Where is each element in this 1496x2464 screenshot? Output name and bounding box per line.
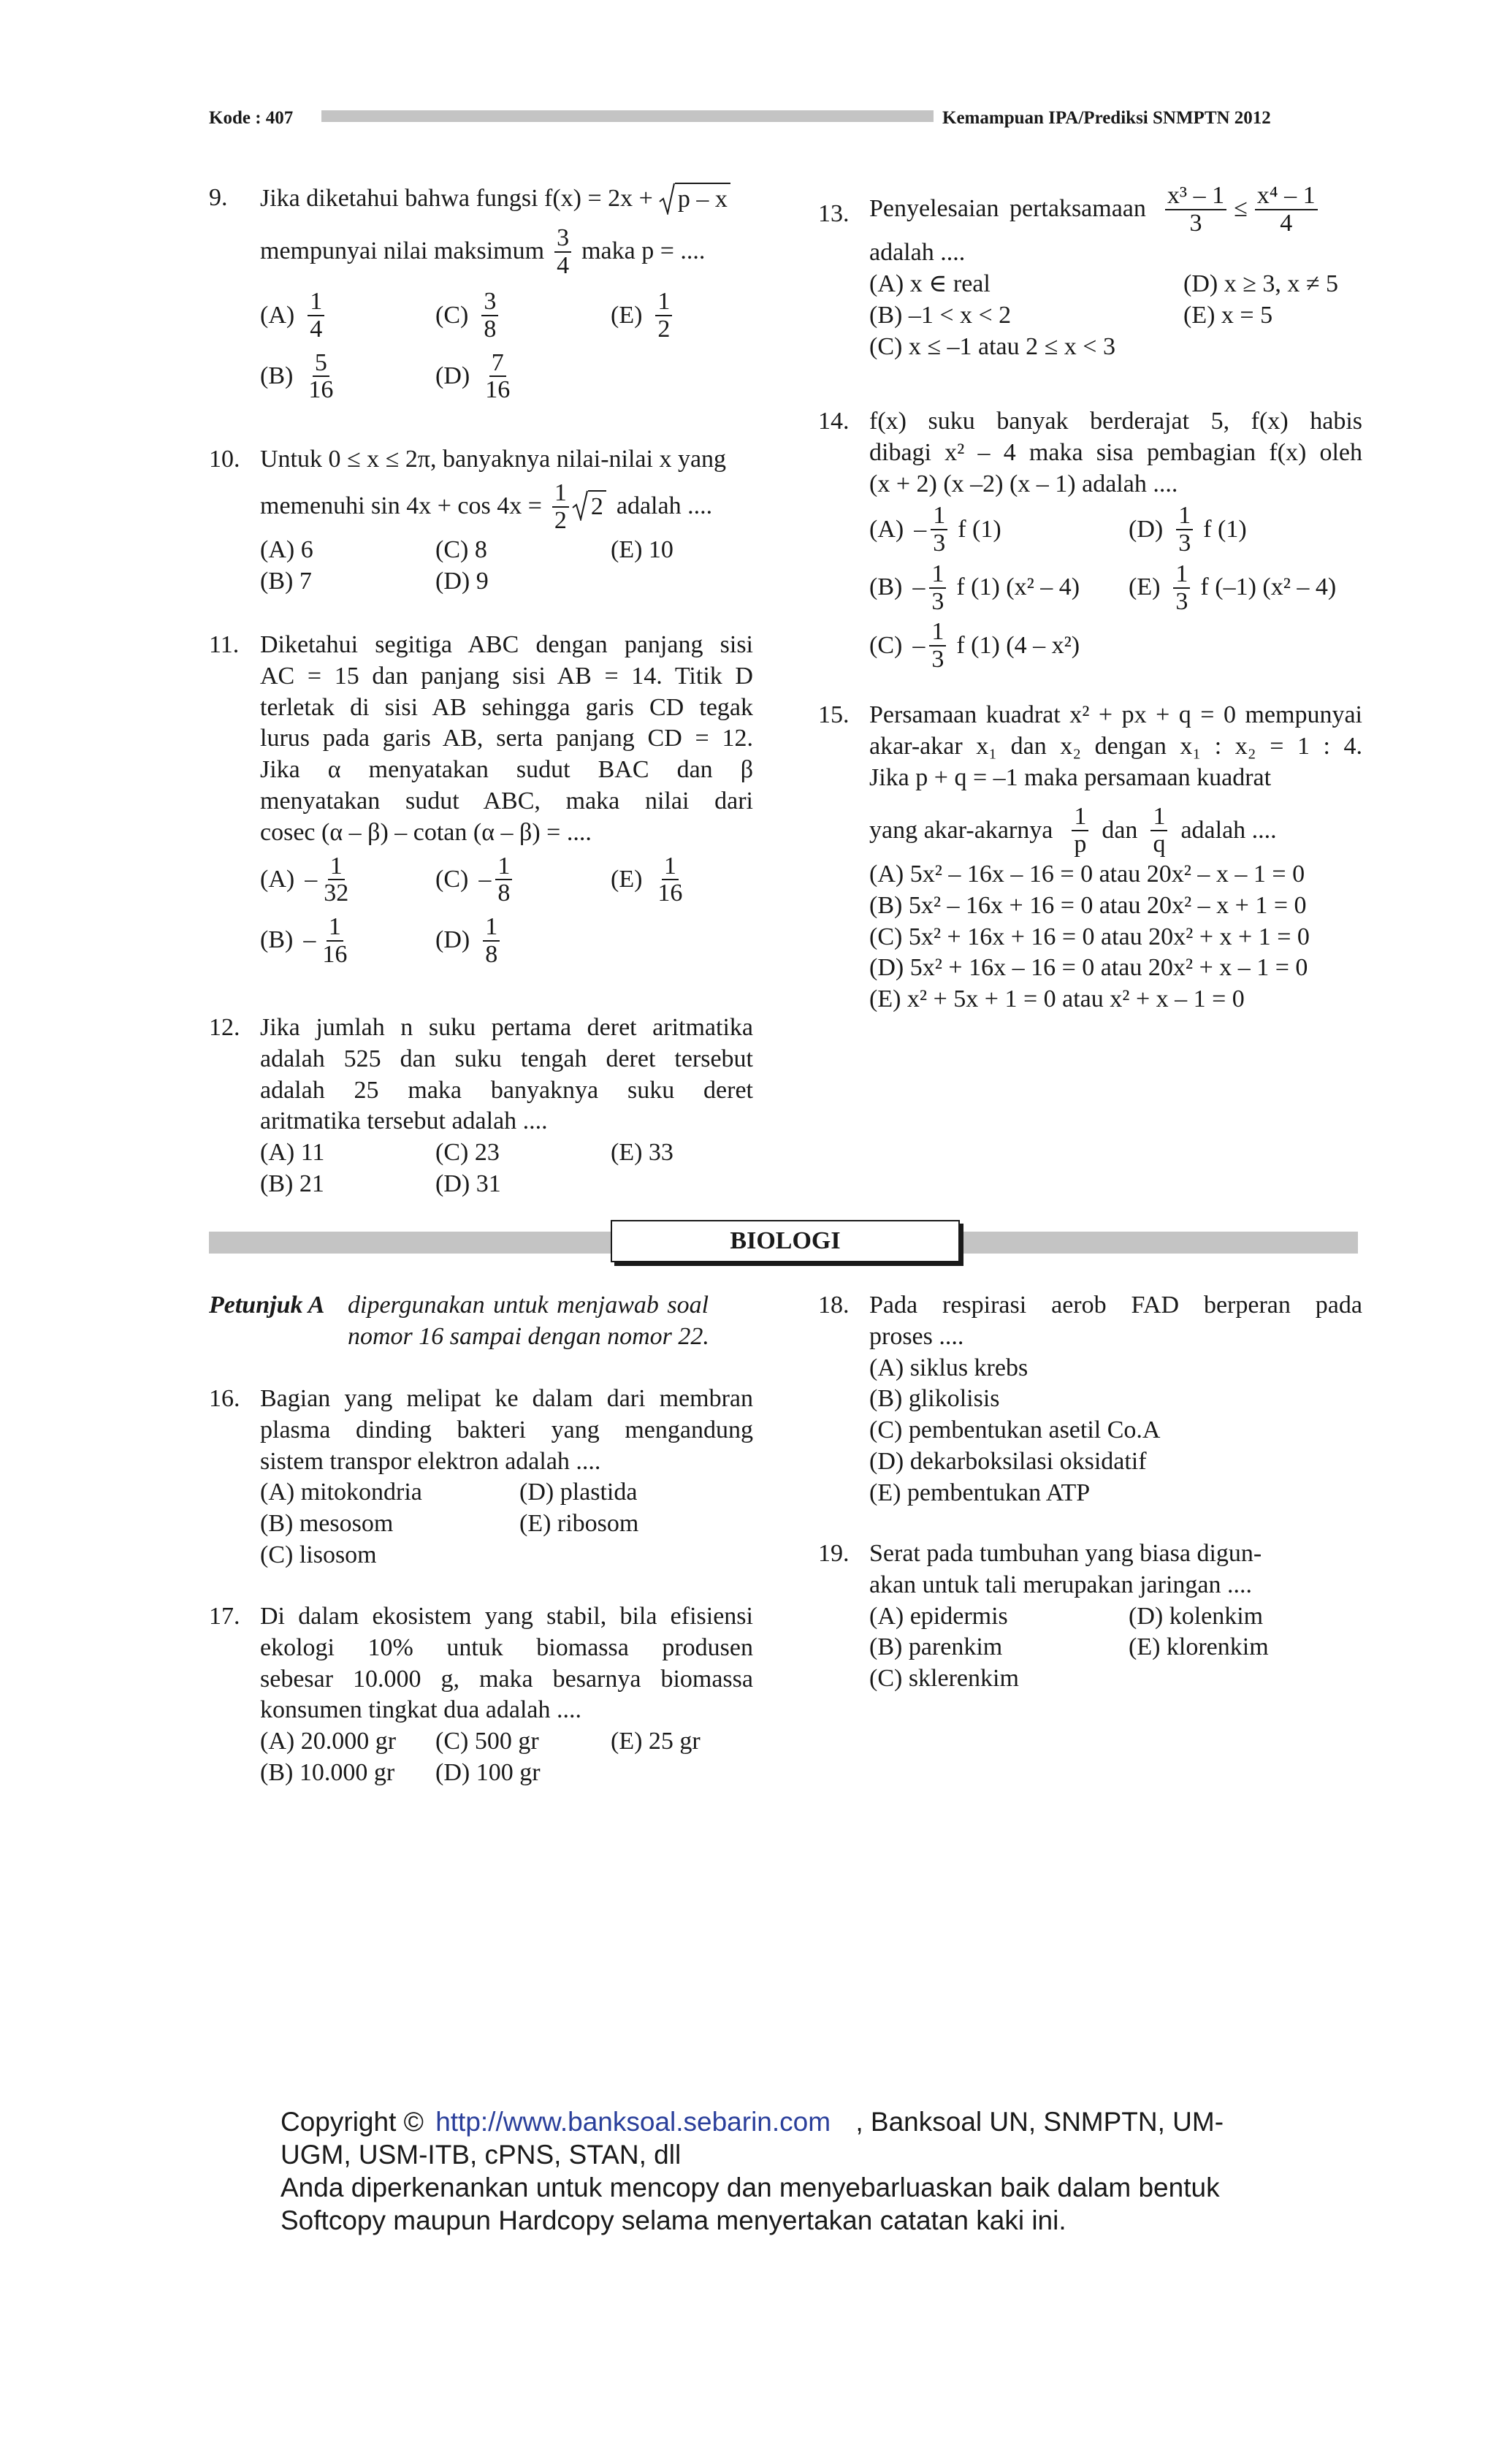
footer-notice <box>280 2105 1362 2238</box>
option-b: (B) $\frac{5}{16}$ <box>260 348 334 404</box>
question-line: lurus pada garis AB, serta panjang CD = 12. <box>260 725 753 752</box>
option-a: (A) x ∈ real <box>869 270 991 298</box>
question-line: Persamaan kuadrat x² + px + q = 0 mempunyai <box>869 701 1362 728</box>
option-a: (A) mitokondria <box>260 1479 422 1506</box>
question-15 <box>818 700 1362 1015</box>
question-line: akar-akar x₁ dan x₂ dengan x₁ : x₂ = 1 : 4. <box>869 732 1362 760</box>
question-line: (x + 2) (x –2) (x – 1) adalah .... <box>869 470 1178 497</box>
option-d: (D) x ≥ 3, x ≠ 5 <box>1183 270 1339 298</box>
question-text: Untuk 0 ≤ x ≤ 2π, banyaknya nilai-nilai x yang <box>260 446 727 473</box>
question-14 <box>818 406 1362 673</box>
option-b: (B) 5x² – 16x + 16 = 0 atau 20x² – x + 1 = 0 <box>869 891 1307 919</box>
option-d: (D) 31 <box>435 1170 501 1198</box>
question-17 <box>209 1601 753 1789</box>
question-line: Jika jumlah n suku pertama deret aritmatika <box>260 1014 753 1041</box>
question-line: Jika α menyatakan sudut BAC dan β <box>260 756 753 784</box>
footer-text: Anda diperkenankan untuk mencopy dan menyebarluaskan baik dalam bentuk <box>280 2173 1220 2203</box>
option-c: (C) sklerenkim <box>869 1665 1019 1693</box>
instructions-label: Petunjuk A <box>209 1292 325 1319</box>
option-a: (A) epidermis <box>869 1602 1008 1630</box>
option-d: (D) dekarboksilasi oksidatif <box>869 1448 1147 1476</box>
question-line: aritmatika tersebut adalah .... <box>260 1107 548 1135</box>
question-number: 18. <box>818 1292 850 1319</box>
option-d: (D) $\frac{1}{3}$ f (1) <box>1129 502 1247 557</box>
option-c: (C) – $\frac{1}{3}$ f (1) (4 – x²) <box>869 618 1080 673</box>
question-line: Jika p + q = –1 maka persamaan kuadrat <box>869 763 1272 791</box>
question-line: adalah 25 maka banyaknya suku deret <box>260 1076 753 1104</box>
option-e: (E) x² + 5x + 1 = 0 atau x² + x – 1 = 0 <box>869 985 1245 1013</box>
option-b: (B) – $\frac{1}{3}$ f (1) (x² – 4) <box>869 560 1080 615</box>
question-line: sistem transpor elektron adalah .... <box>260 1447 601 1475</box>
option-d: (D) plastida <box>519 1479 638 1506</box>
footer-text: UGM, USM-ITB, cPNS, STAN, dll <box>280 2140 682 2170</box>
option-e: (E) klorenkim <box>1129 1633 1269 1661</box>
option-d: (D) 5x² + 16x – 16 = 0 atau 20x² + x – 1 = 0 <box>869 954 1308 982</box>
option-d: (D) $\frac{7}{16}$ <box>435 348 511 404</box>
option-e: (E) 25 gr <box>611 1728 701 1755</box>
option-b: (B) 7 <box>260 568 312 595</box>
question-text: dan <box>1102 816 1138 844</box>
option-a: (A) 11 <box>260 1139 325 1167</box>
option-e: (E) 33 <box>611 1139 673 1167</box>
question-text: mempunyai nilai maksimum <box>260 237 545 265</box>
question-number: 10. <box>209 446 240 473</box>
fraction: $\frac{1}{2}$ <box>552 480 569 533</box>
question-text: maka p = .... <box>581 237 706 265</box>
question-text: yang akar-akarnya <box>869 816 1053 844</box>
question-text: memenuhi sin 4x + cos 4x = <box>260 492 542 520</box>
question-number: 12. <box>209 1014 240 1041</box>
question-number: 17. <box>209 1603 240 1630</box>
instructions-text: dipergunakan untuk menjawab soal <box>348 1292 709 1319</box>
exam-subject: Kemampuan IPA/Prediksi SNMPTN 2012 <box>942 108 1271 128</box>
option-a: (A) 6 <box>260 536 313 564</box>
question-13 <box>818 183 1362 363</box>
instructions-text: nomor 16 sampai dengan nomor 22. <box>348 1322 709 1350</box>
question-10 <box>209 444 753 598</box>
option-b: (B) 10.000 gr <box>260 1759 395 1787</box>
question-line: cosec (α – β) – cotan (α – β) = .... <box>260 818 592 846</box>
question-line: f(x) suku banyak berderajat 5, f(x) habis <box>869 408 1362 435</box>
option-d: (D) 9 <box>435 568 489 595</box>
option-d: (D) $\frac{1}{8}$ <box>435 914 503 967</box>
option-a: (A) 5x² – 16x – 16 = 0 atau 20x² – x – 1 = 0 <box>869 860 1305 888</box>
fraction: $\frac{1}{p}$ <box>1072 804 1088 857</box>
question-line: adalah 525 dan suku tengah deret tersebut <box>260 1045 753 1072</box>
relation: ≤ <box>1234 195 1248 223</box>
question-18 <box>818 1290 1362 1509</box>
sqrt-expression: p – x <box>659 183 730 215</box>
option-c: (C) – $\frac{1}{8}$ <box>435 853 611 907</box>
option-c: (C) x ≤ –1 atau 2 ≤ x < 3 <box>869 332 1115 360</box>
option-e: (E) $\frac{1}{2}$ <box>611 289 675 342</box>
question-number: 9. <box>209 184 228 211</box>
footer-text: , Banksoal UN, SNMPTN, UM- <box>855 2107 1224 2137</box>
question-text: Jika diketahui bahwa fungsi f(x) = 2x + <box>260 184 653 212</box>
section-title-biologi: BIOLOGI <box>611 1220 960 1262</box>
question-12 <box>209 1012 753 1200</box>
option-a: (A) – $\frac{1}{32}$ <box>260 852 349 907</box>
option-c: (C) 5x² + 16x + 16 = 0 atau 20x² + x + 1 = 0 <box>869 923 1310 950</box>
question-line: proses .... <box>869 1322 964 1350</box>
question-line: Diketahui segitiga ABC dengan panjang sisi <box>260 631 753 658</box>
fraction-lhs: $\frac{\text{x³ – 1}}{3}$ <box>1165 183 1226 236</box>
question-text: Penyelesaian pertaksamaan <box>869 195 1146 223</box>
source-link[interactable]: http://www.banksoal.sebarin.com <box>435 2107 831 2137</box>
question-text: adalah .... <box>616 492 713 520</box>
question-line: dibagi x² – 4 maka sisa pembagian f(x) oleh <box>869 438 1362 466</box>
option-c: (C) lisosom <box>260 1541 377 1569</box>
option-c: (C) 8 <box>435 536 487 564</box>
copyright-label: Copyright © <box>280 2107 424 2137</box>
question-line: Di dalam ekosistem yang stabil, bila efisiensi <box>260 1603 753 1630</box>
option-e: (E) pembentukan ATP <box>869 1479 1091 1506</box>
question-line: Pada respirasi aerob FAD berperan pada <box>869 1292 1362 1319</box>
option-b: (B) 21 <box>260 1170 324 1198</box>
option-a: (A) siklus krebs <box>869 1354 1028 1381</box>
sqrt-expression: 2 <box>572 490 606 523</box>
fraction-rhs: $\frac{\text{x⁴ – 1}}{4}$ <box>1255 183 1318 236</box>
option-b: (B) mesosom <box>260 1510 394 1538</box>
fraction: $\frac{1}{q}$ <box>1150 804 1167 857</box>
question-number: 11. <box>209 631 240 658</box>
option-b: (B) –1 < x < 2 <box>869 302 1012 329</box>
option-e: (E) x = 5 <box>1183 302 1273 329</box>
option-c: (C) 23 <box>435 1139 500 1167</box>
option-b: (B) parenkim <box>869 1633 1003 1661</box>
option-b: (B) glikolisis <box>869 1385 1000 1413</box>
question-number: 13. <box>818 200 850 227</box>
question-line: konsumen tingkat dua adalah .... <box>260 1696 582 1724</box>
question-9 <box>209 183 753 403</box>
option-a: (A) $\frac{1}{4}$ <box>260 289 435 342</box>
option-a: (A) 20.000 gr <box>260 1728 397 1755</box>
question-11 <box>209 630 753 968</box>
question-line: Bagian yang melipat ke dalam dari membran <box>260 1385 753 1412</box>
option-c: (C) $\frac{3}{8}$ <box>435 289 611 342</box>
fraction: $\frac{3}{4}$ <box>554 225 571 278</box>
option-e: (E) ribosom <box>519 1510 639 1538</box>
option-d: (D) kolenkim <box>1129 1602 1264 1630</box>
footer-text: Softcopy maupun Hardcopy selama menyertakan catatan kaki ini. <box>280 2205 1066 2236</box>
option-e: (E) $\frac{1}{16}$ <box>611 852 683 907</box>
question-number: 16. <box>209 1385 240 1412</box>
option-c: (C) 500 gr <box>435 1728 539 1755</box>
option-a: (A) – $\frac{1}{3}$ f (1) <box>869 502 1001 557</box>
header-divider <box>321 110 934 122</box>
question-line: akan untuk tali merupakan jaringan .... <box>869 1571 1252 1598</box>
question-line: Serat pada tumbuhan yang biasa digun- <box>869 1540 1262 1567</box>
question-text: adalah .... <box>1180 816 1277 844</box>
option-e: (E) $\frac{1}{3}$ f (–1) (x² – 4) <box>1129 560 1337 615</box>
exam-code: Kode : 407 <box>209 108 294 128</box>
option-d: (D) 100 gr <box>435 1759 541 1787</box>
option-b: (B) – $\frac{1}{16}$ <box>260 913 348 968</box>
option-c: (C) pembentukan asetil Co.A <box>869 1416 1161 1444</box>
instructions <box>209 1290 753 1353</box>
question-number: 19. <box>818 1540 850 1567</box>
question-16 <box>209 1384 753 1571</box>
question-line: AC = 15 dan panjang sisi AB = 14. Titik D <box>260 662 753 690</box>
question-line: terletak di sisi AB sehingga garis CD tegak <box>260 693 753 721</box>
question-number: 15. <box>818 701 850 728</box>
question-text: adalah .... <box>869 239 966 267</box>
question-19 <box>818 1538 1362 1695</box>
question-line: sebesar 10.000 g, maka besarnya biomassa <box>260 1665 753 1693</box>
question-line: ekologi 10% untuk biomassa produsen <box>260 1633 753 1661</box>
option-e: (E) 10 <box>611 536 673 564</box>
question-line: plasma dinding bakteri yang mengandung <box>260 1416 753 1443</box>
question-line: menyatakan sudut ABC, maka nilai dari <box>260 787 753 815</box>
question-number: 14. <box>818 408 850 435</box>
